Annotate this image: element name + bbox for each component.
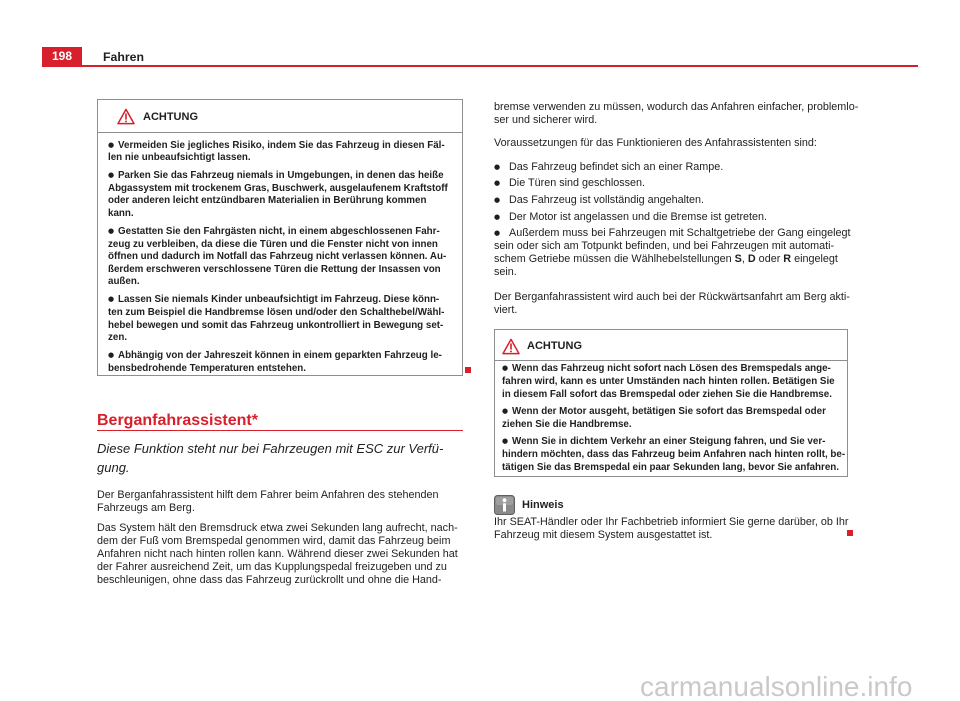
line-text: außen. [108, 276, 140, 288]
line-text: der Fahrer ausreichend Zeit, um das Kupplungspedal freizugeben und zu [97, 560, 447, 573]
list-item [494, 177, 851, 190]
line-text: tätigen Sie das Bremspedal ein paar Sekunden lang, bevor Sie anfahren. [502, 461, 840, 473]
chapter-title: Fahren [103, 50, 144, 64]
list-line [494, 253, 851, 266]
warning-line [502, 435, 845, 448]
section-end-marker [847, 530, 853, 536]
page-number: 198 [42, 47, 82, 66]
warning-line [108, 152, 448, 165]
warning-line [108, 251, 448, 264]
bold-text-segment: S [734, 253, 742, 266]
warning-item [108, 294, 448, 344]
bullet-glyph: ● [108, 140, 115, 149]
warning-line [108, 264, 448, 277]
list-line [494, 240, 851, 253]
bullet-glyph: ● [502, 363, 509, 372]
warning-line [502, 405, 845, 418]
line-text: Fahrzeug mit diesem System ausgestattet ist. [494, 528, 713, 541]
warning-title: ACHTUNG [527, 340, 582, 352]
warning-line [502, 362, 845, 375]
section-intro [97, 439, 443, 477]
bullet-glyph: ● [108, 227, 115, 236]
text-segment: schem Getriebe müssen die Wählhebelstellungen [494, 253, 735, 266]
line-text: Der Berganfahrassistent hilft dem Fahrer beim Anfahren des stehenden [97, 488, 439, 501]
watermark: carmanualsonline.info [640, 671, 913, 701]
intro-paragraph [97, 439, 443, 477]
line-text: Fahrzeugs am Berg. [97, 501, 195, 514]
line-text: Abhängig von der Jahreszeit können in einem geparkten Fahrzeug le- [118, 350, 442, 362]
note-paragraph [494, 516, 848, 542]
bold-text-segment: D [747, 253, 756, 266]
line-text: fahren wird, kann es unter Umständen nach hinten rollen. Betätigen Sie [502, 375, 835, 387]
line-text: Der Berganfahrassistent wird auch bei der Rückwärtsanfahrt am Berg akti- [494, 290, 850, 303]
bullet-glyph: ● [494, 162, 501, 171]
line-text: kann. [108, 208, 134, 220]
list-item [494, 161, 851, 174]
note-line [494, 516, 848, 529]
warning-line [108, 140, 448, 153]
warning-line [108, 320, 448, 333]
warning-item [502, 405, 845, 431]
line-text: sein oder sich am Totpunkt befinden, und bei Fahrzeugen mit automati- [494, 240, 835, 253]
line-text: ziehen Sie die Handbremse. [502, 418, 632, 430]
body-line [494, 291, 850, 304]
warning-body [502, 362, 845, 474]
warning-box-left [97, 99, 463, 376]
section-body-left [97, 489, 458, 587]
body-line [97, 502, 458, 515]
requirements-list [494, 161, 851, 280]
body-paragraph [97, 489, 458, 515]
warning-line [108, 276, 448, 289]
bullet-glyph: ● [108, 351, 115, 360]
body-line [494, 304, 850, 317]
list-item [494, 194, 851, 207]
line-text: Lassen Sie niemals Kinder unbeaufsichtigt im Fahrzeug. Diese könn- [118, 294, 440, 306]
warning-box-right [494, 329, 848, 477]
list-line [494, 161, 851, 174]
warning-item [108, 350, 448, 375]
line-text: Anfahren nicht nach hinten rollen kann. Während dieser zwei Sekunden hat [97, 547, 458, 560]
warning-line [502, 375, 845, 388]
section-end-marker [465, 367, 471, 373]
warning-line [502, 448, 845, 461]
line-text: Das Fahrzeug ist vollständig angehalten. [509, 193, 705, 206]
warning-line [108, 183, 448, 196]
warning-triangle-icon [502, 338, 520, 355]
line-text: ßerdem erschweren verschlossene Türen die Rettung der Insassen von [108, 263, 441, 275]
line-text: ten zum Beispiel die Handbremse lösen und/oder den Schalthebel/Wähl- [108, 306, 445, 318]
line-text: Ihr SEAT-Händler oder Ihr Fachbetrieb informiert Sie gerne darüber, ob Ihr [494, 515, 849, 528]
warning-header [98, 100, 462, 133]
warning-line [108, 226, 448, 239]
warning-line [108, 350, 448, 363]
warning-line [502, 388, 845, 401]
line-text: Das System hält den Bremsdruck etwa zwei Sekunden lang aufrecht, nach- [97, 521, 458, 534]
line-text: Wenn das Fahrzeug nicht sofort nach Lösen des Bremspedals ange- [512, 362, 831, 374]
text-segment: oder [755, 253, 784, 266]
body-paragraph [97, 522, 458, 587]
text-segment: eingelegt [791, 253, 838, 266]
warning-body [108, 140, 448, 376]
line-text: beschleunigen, ohne dass das Fahrzeug zurückrollt und ohne die Hand- [97, 573, 442, 586]
line-text: ser und sicherer wird. [494, 113, 598, 126]
bullet-glyph: ● [108, 171, 115, 180]
warning-item [502, 435, 845, 474]
body-line [97, 489, 458, 502]
bullet-glyph: ● [494, 179, 501, 188]
list-line [494, 266, 851, 279]
note-title: Hinweis [522, 499, 564, 511]
warning-line [108, 294, 448, 307]
line-text: Wenn Sie in dichtem Verkehr an einer Steigung fahren, und Sie ver- [512, 435, 826, 447]
line-text: gung. [97, 459, 130, 475]
warning-item [108, 226, 448, 289]
list-item [494, 227, 851, 279]
note-line [494, 529, 848, 542]
line-text: in diesem Fall sofort das Bremspedal oder ziehen Sie die Handbremse. [502, 388, 832, 400]
warning-line [108, 307, 448, 320]
line-text: len nie unbeaufsichtigt lassen. [108, 152, 251, 164]
warning-line [108, 363, 448, 376]
warning-line [502, 418, 845, 431]
header-rule [42, 65, 918, 67]
line-text: zeug zu verbleiben, da diese die Türen und die Fenster nicht von innen [108, 238, 438, 250]
body-line [494, 114, 858, 127]
section-heading: Berganfahrassistent* [97, 412, 258, 429]
body-paragraph [494, 101, 858, 127]
line-text: Die Türen sind geschlossen. [509, 177, 646, 190]
body-paragraph [494, 291, 850, 317]
warning-line [108, 239, 448, 252]
line-text: dem der Fuß vom Bremspedal genommen wird, damit das Fahrzeug beim [97, 534, 451, 547]
bullet-glyph: ● [494, 195, 501, 204]
list-item [494, 211, 851, 224]
body-line [97, 561, 458, 574]
line-text: viert. [494, 303, 518, 316]
line-text: öffnen und dadurch im Notfall das Fahrzeug nicht verlassen können. Au- [108, 251, 447, 263]
warning-line [108, 170, 448, 183]
line-text: bensbedrohende Temperaturen entstehen. [108, 362, 306, 374]
warning-line [108, 195, 448, 208]
line-text: hindern möchten, dass das Fahrzeug beim Anfahren nach hinten rollt, be- [502, 448, 846, 460]
warning-line [502, 461, 845, 474]
warning-triangle-icon [117, 108, 135, 125]
line-text: Diese Funktion steht nur bei Fahrzeugen mit ESC zur Verfü- [97, 440, 444, 456]
bullet-glyph: ● [502, 406, 509, 415]
body-line [494, 137, 858, 150]
section-heading-rule [97, 430, 463, 431]
line-text: zen. [108, 332, 128, 344]
intro-line [97, 439, 443, 458]
body-line [494, 101, 858, 114]
line-text: Gestatten Sie den Fahrgästen nicht, in einem abgeschlossenen Fahr- [118, 226, 440, 238]
list-line [494, 227, 851, 240]
line-text: Abgassystem mit trockenem Gras, Buschwerk, ausgelaufenem Kraftstoff [108, 182, 448, 194]
body-line [97, 548, 458, 561]
warning-item [502, 362, 845, 401]
bullet-glyph: ● [502, 436, 509, 445]
bullet-glyph: ● [108, 295, 115, 304]
list-line [494, 177, 851, 190]
body-paragraph [494, 137, 858, 150]
bold-text-segment: R [783, 253, 792, 266]
info-icon [494, 495, 515, 515]
warning-line [108, 208, 448, 221]
text-segment: , [741, 253, 748, 266]
line-text: Voraussetzungen für das Funktionieren des Anfahrassistenten sind: [494, 136, 817, 149]
line-text: Wenn der Motor ausgeht, betätigen Sie sofort das Bremspedal oder [512, 405, 826, 417]
section-body-right-after [494, 291, 850, 317]
intro-line [97, 458, 443, 477]
warning-header [495, 330, 847, 361]
warning-title: ACHTUNG [143, 111, 198, 123]
line-text: sein. [494, 266, 517, 279]
bullet-glyph: ● [494, 229, 501, 238]
line-text: Parken Sie das Fahrzeug niemals in Umgebungen, in denen das heiße [118, 170, 444, 182]
list-line [494, 194, 851, 207]
line-text: Außerdem muss bei Fahrzeugen mit Schaltgetriebe der Gang eingelegt [509, 227, 851, 240]
line-text: Vermeiden Sie jegliches Risiko, indem Sie das Fahrzeug in diesen Fäl- [118, 139, 445, 151]
body-line [97, 574, 458, 587]
list-line [494, 211, 851, 224]
bullet-glyph: ● [494, 212, 501, 221]
section-body-right-top [494, 101, 858, 150]
warning-item [108, 140, 448, 165]
line-text: Der Motor ist angelassen und die Bremse ist getreten. [509, 210, 768, 223]
warning-line [108, 332, 448, 345]
note-body [494, 516, 848, 542]
line-text: hebel bewegen und somit das Fahrzeug unkontrolliert in Bewegung set- [108, 319, 444, 331]
line-text: Das Fahrzeug befindet sich an einer Rampe. [509, 160, 724, 173]
line-text: oder anderen leicht entzündbaren Materialien in Berührung kommen [108, 195, 427, 207]
line-text: bremse verwenden zu müssen, wodurch das Anfahren einfacher, problemlo- [494, 100, 859, 113]
body-line [97, 522, 458, 535]
body-line [97, 535, 458, 548]
warning-item [108, 170, 448, 220]
